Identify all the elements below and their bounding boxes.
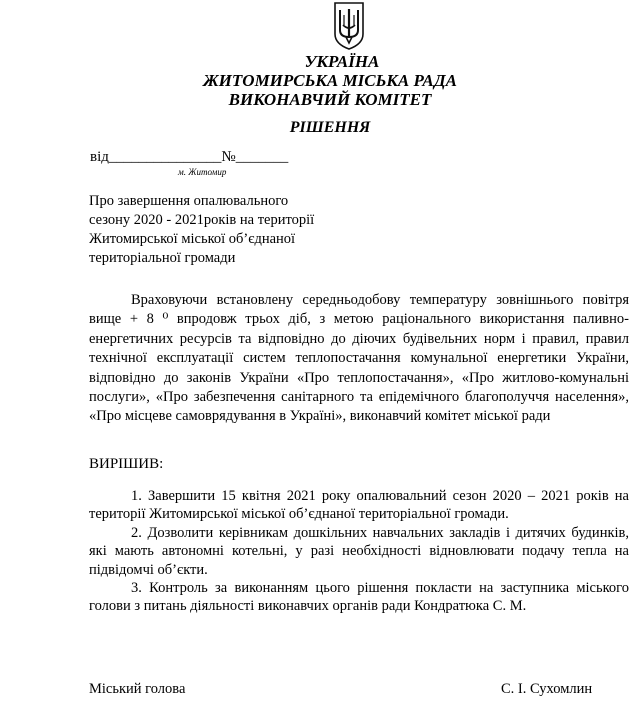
decision-item: 1. Завершити 15 квітня 2021 року опалювальний сезон 2020 – 2021 років на території Житомирської міської об’єднаної територіальної громади. — [89, 488, 629, 523]
trident-emblem-icon — [331, 0, 367, 50]
subject-line: Житомирської міської об’єднаної — [89, 231, 296, 247]
place-label: м. Житомир — [178, 167, 227, 177]
signature-name: С. І. Сухомлин — [501, 681, 593, 697]
subject-line: територіальної громади — [89, 250, 236, 266]
document-type-heading: РІШЕННЯ — [289, 119, 371, 136]
decision-item: 2. Дозволити керівникам дошкільних навчальних закладів і дитячих будинків, які мають автономні котельні, у разі необхідності відновлювати подачу тепла на підвідомчі об’єкти. — [89, 524, 629, 578]
country-heading: УКРАЇНА — [304, 52, 380, 71]
committee-heading: ВИКОНАВЧИЙ КОМІТЕТ — [228, 90, 432, 109]
decided-heading: ВИРІШИВ: — [89, 456, 164, 472]
council-heading: ЖИТОМИРСЬКА МІСЬКА РАДА — [203, 71, 457, 90]
decision-items — [89, 487, 629, 616]
decision-subject — [89, 192, 389, 268]
subject-line: Про завершення опалювального — [89, 193, 289, 209]
preamble-text: Враховуючи встановлену середньодобову температуру зовнішнього повітря вище + 8 ⁰ впродовж трьох діб, з метою раціонального використання паливно-енергетичних ресурсів та відповідно до діючих будівельних норм і правил, правил технічної експлуатації систем теплопостачання комунальної енергетики України, відповідно до законів України «Про теплопостачання», «Про житлово-комунальні послуги», «Про забезпечення санітарного та епідемічного благополуччя населення», «Про місцеве самоврядування в Україні», виконавчий комітет міської ради — [89, 292, 629, 425]
date-number-line: від_______________№_______ — [90, 149, 289, 165]
signature-title: Міський голова — [89, 681, 186, 697]
decision-item: 3. Контроль за виконанням цього рішення покласти на заступника міського голови з питань діяльності виконавчих органів ради Кондратюка С. М. — [89, 580, 629, 615]
subject-line: сезону 2020 - 2021років на території — [89, 212, 315, 228]
preamble-paragraph — [89, 291, 629, 427]
